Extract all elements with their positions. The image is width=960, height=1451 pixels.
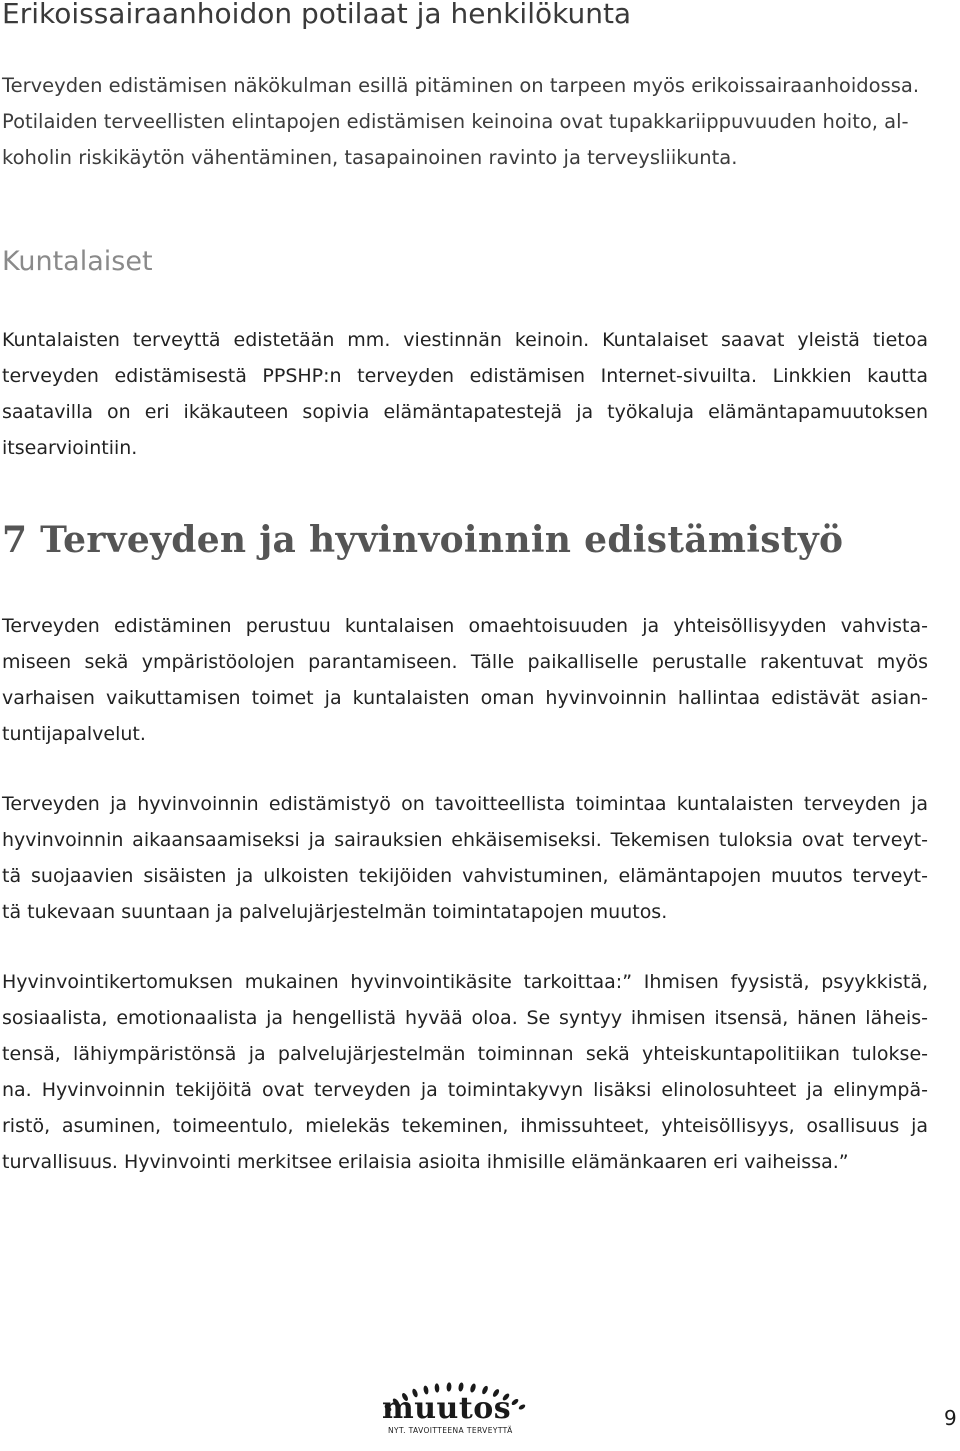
muutos-logo — [374, 1378, 544, 1440]
chapter-paragraph-1 — [2, 608, 928, 752]
chapter-paragraph-3 — [2, 964, 928, 1180]
text-line: ristö, asuminen, toimeentulo, mielekäs tekeminen, ihmissuhteet, yhteisöllisyys, osallisuus ja — [2, 1115, 928, 1137]
text-line: Terveyden edistämisen näkökulman esillä pitäminen on tarpeen myös erikoissairaanhoidossa. — [2, 74, 920, 97]
text-line: Terveyden edistäminen perustuu kuntalaisen omaehtoisuuden ja yhteisöllisyyden vahvista- — [2, 615, 928, 637]
text-line: Potilaiden terveellisten elintapojen edistämisen keinoina ovat tupakkariippuvuuden hoito, al- — [2, 110, 909, 133]
subsection-heading: Kuntalaiset — [2, 246, 153, 277]
chapter-paragraph-2 — [2, 786, 928, 930]
text-line: tensä, lähiympäristönsä ja palvelujärjestelmän toiminnan sekä yhteiskuntapolitiikan tulokse- — [2, 1043, 928, 1065]
text-line: turvallisuus. Hyvinvointi merkitsee erilaisia asioita ihmisille elämänkaaren eri vaiheissa.” — [2, 1151, 849, 1173]
page-number: 9 — [944, 1406, 957, 1430]
text-line: tuntijapalvelut. — [2, 723, 146, 745]
text-line: Hyvinvointikertomuksen mukainen hyvinvointikäsite tarkoittaa:” Ihmisen fyysistä, psyykkistä, — [2, 971, 928, 993]
text-line: koholin riskikäytön vähentäminen, tasapainoinen ravinto ja terveysliikunta. — [2, 146, 738, 169]
section-heading: Erikoissairaanhoidon potilaat ja henkilökunta — [2, 0, 632, 30]
text-line: Terveyden ja hyvinvoinnin edistämistyö on tavoitteellista toimintaa kuntalaisten terveyden ja — [2, 793, 928, 815]
section-paragraph — [2, 68, 942, 176]
text-line: Kuntalaisten terveyttä edistetään mm. viestinnän keinoin. Kuntalaiset saavat yleistä tietoa — [2, 329, 928, 351]
logo-tagline: NYT. TAVOITTEENA TERVEYTTÄ — [388, 1426, 513, 1435]
text-line: sosiaalista, emotionaalista ja hengellistä hyvää oloa. Se syntyy ihmisen itsensä, hänen läheis- — [2, 1007, 928, 1029]
text-line: itsearviointiin. — [2, 437, 138, 459]
text-line: tä tukevaan suuntaan ja palvelujärjestelmän toimintatapojen muutos. — [2, 901, 668, 923]
text-line: tä suojaavien sisäisten ja ulkoisten tekijöiden vahvistuminen, elämäntapojen muutos terveyt- — [2, 865, 928, 887]
text-line: terveyden edistämisestä PPSHP:n terveyden edistämisen Internet-sivuilta. Linkkien kautta — [2, 365, 928, 387]
text-line: na. Hyvinvoinnin tekijöitä ovat terveyden ja toimintakyvyn lisäksi elinolosuhteet ja elinympä- — [2, 1079, 928, 1101]
text-line: varhaisen vaikuttamisen toimet ja kuntalaisten oman hyvinvoinnin hallintaa edistävät asian- — [2, 687, 928, 709]
text-line: miseen sekä ympäristöolojen parantamiseen. Tälle paikalliselle perustalle rakentuvat myös — [2, 651, 928, 673]
text-line: hyvinvoinnin aikaansaamiseksi ja sairauksien ehkäisemiseksi. Tekemisen tuloksia ovat terveyt- — [2, 829, 928, 851]
subsection-paragraph — [2, 322, 928, 466]
text-line: saatavilla on eri ikäkauteen sopivia elämäntapatestejä ja työkaluja elämäntapamuutoksen — [2, 401, 928, 423]
logo-wordmark: muutos — [382, 1391, 512, 1426]
chapter-heading: 7 Terveyden ja hyvinvoinnin edistämistyö — [2, 519, 844, 561]
